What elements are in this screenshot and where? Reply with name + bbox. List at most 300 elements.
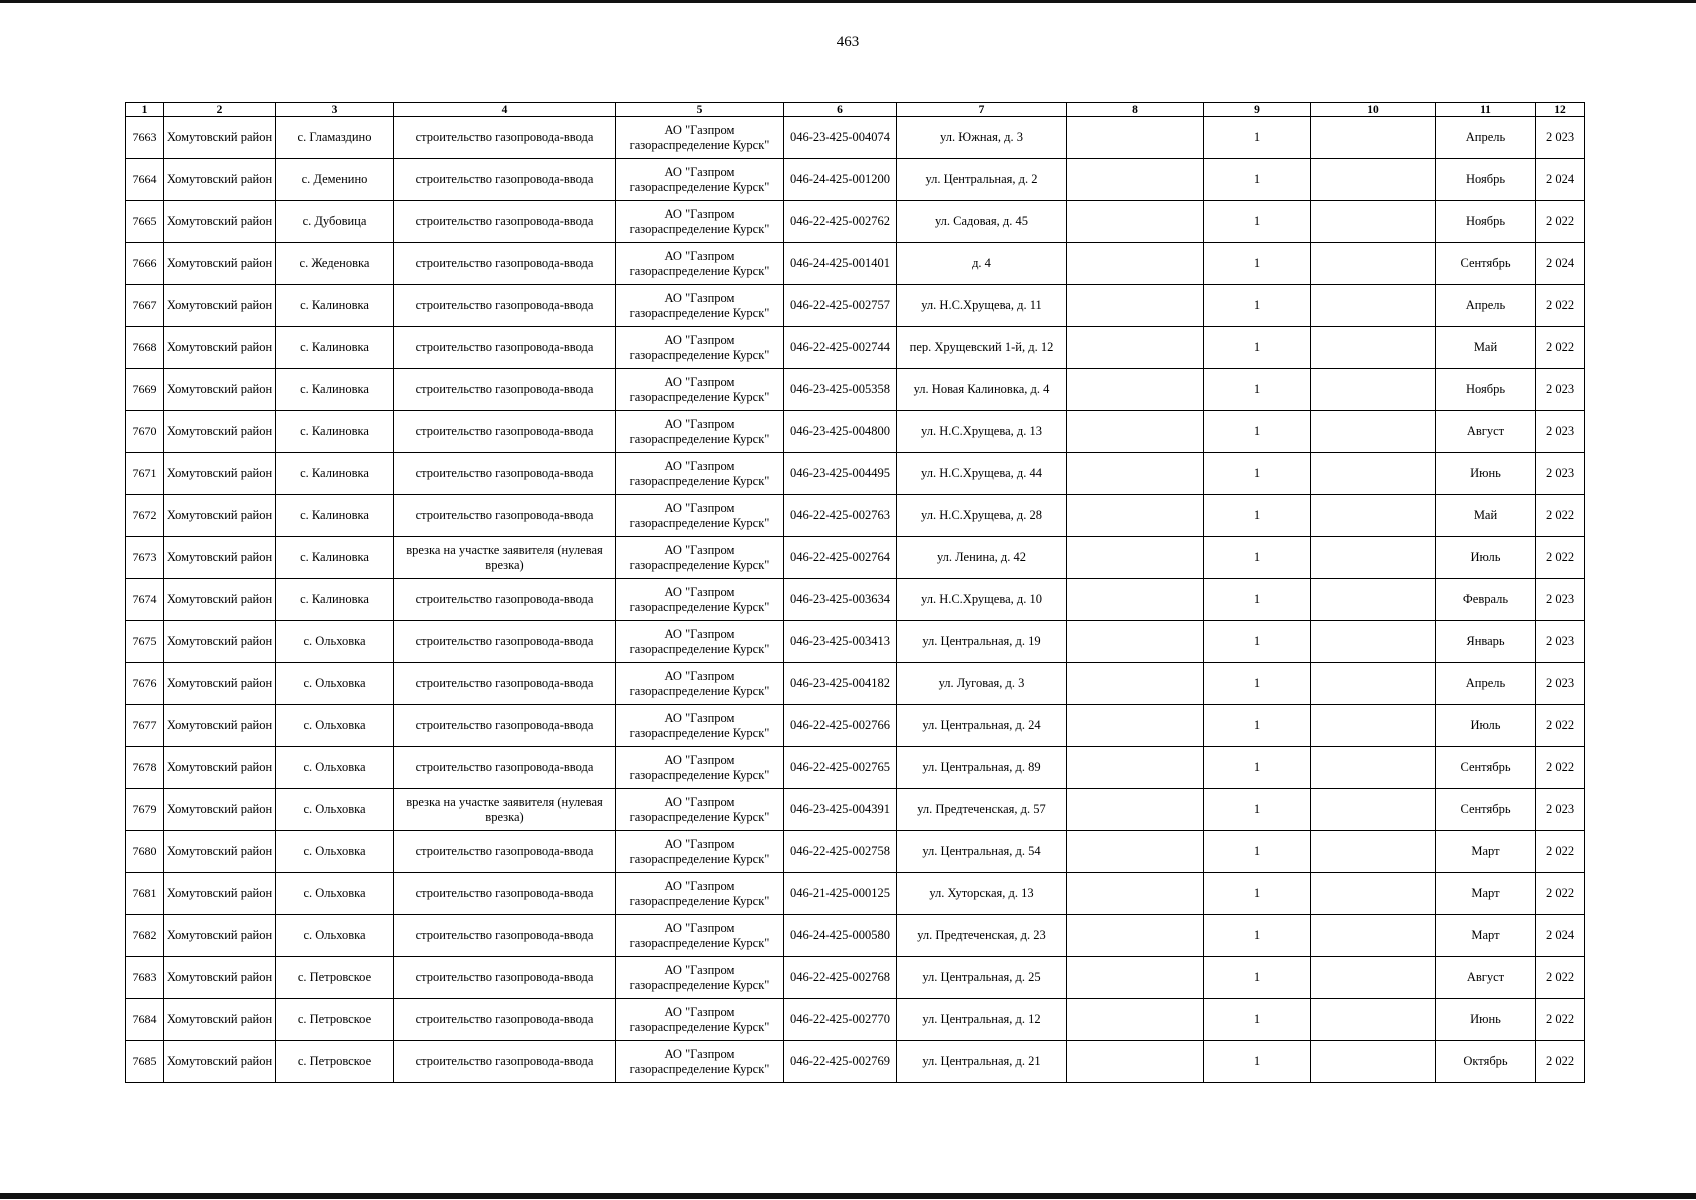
village-cell: с. Петровское xyxy=(276,1041,394,1083)
village-cell: с. Петровское xyxy=(276,999,394,1041)
address-cell: ул. Н.С.Хрущева, д. 10 xyxy=(897,579,1067,621)
year-cell: 2 022 xyxy=(1536,1041,1585,1083)
col10-cell xyxy=(1311,663,1436,705)
row-number: 7672 xyxy=(126,495,164,537)
col8-cell xyxy=(1067,579,1204,621)
year-cell: 2 022 xyxy=(1536,999,1585,1041)
quantity-cell: 1 xyxy=(1204,957,1311,999)
work-type-cell: строительство газопровода-ввода xyxy=(394,747,616,789)
quantity-cell: 1 xyxy=(1204,159,1311,201)
col10-cell xyxy=(1311,705,1436,747)
village-cell: с. Калиновка xyxy=(276,411,394,453)
month-cell: Сентябрь xyxy=(1436,747,1536,789)
quantity-cell: 1 xyxy=(1204,831,1311,873)
quantity-cell: 1 xyxy=(1204,663,1311,705)
district-cell: Хомутовский район xyxy=(164,411,276,453)
quantity-cell: 1 xyxy=(1204,285,1311,327)
work-type-cell: строительство газопровода-ввода xyxy=(394,369,616,411)
table-row xyxy=(126,873,1585,915)
year-cell: 2 022 xyxy=(1536,747,1585,789)
work-type-cell: строительство газопровода-ввода xyxy=(394,327,616,369)
address-cell: ул. Луговая, д. 3 xyxy=(897,663,1067,705)
district-cell: Хомутовский район xyxy=(164,663,276,705)
month-cell: Август xyxy=(1436,957,1536,999)
table-row xyxy=(126,453,1585,495)
address-cell: ул. Садовая, д. 45 xyxy=(897,201,1067,243)
organization-cell: АО "Газпром газораспределение Курск" xyxy=(616,285,784,327)
row-number: 7670 xyxy=(126,411,164,453)
organization-cell: АО "Газпром газораспределение Курск" xyxy=(616,957,784,999)
organization-cell: АО "Газпром газораспределение Курск" xyxy=(616,411,784,453)
row-number: 7664 xyxy=(126,159,164,201)
work-type-cell: строительство газопровода-ввода xyxy=(394,243,616,285)
col10-cell xyxy=(1311,747,1436,789)
quantity-cell: 1 xyxy=(1204,621,1311,663)
application-code-cell: 046-24-425-001200 xyxy=(784,159,897,201)
table-row xyxy=(126,831,1585,873)
col-header: 12 xyxy=(1536,103,1585,117)
application-code-cell: 046-23-425-004391 xyxy=(784,789,897,831)
organization-cell: АО "Газпром газораспределение Курск" xyxy=(616,369,784,411)
district-cell: Хомутовский район xyxy=(164,369,276,411)
application-code-cell: 046-22-425-002768 xyxy=(784,957,897,999)
village-cell: с. Калиновка xyxy=(276,495,394,537)
row-number: 7683 xyxy=(126,957,164,999)
district-cell: Хомутовский район xyxy=(164,705,276,747)
col10-cell xyxy=(1311,201,1436,243)
district-cell: Хомутовский район xyxy=(164,201,276,243)
col10-cell xyxy=(1311,537,1436,579)
application-code-cell: 046-23-425-005358 xyxy=(784,369,897,411)
village-cell: с. Калиновка xyxy=(276,579,394,621)
district-cell: Хомутовский район xyxy=(164,117,276,159)
quantity-cell: 1 xyxy=(1204,747,1311,789)
col10-cell xyxy=(1311,621,1436,663)
col-header: 4 xyxy=(394,103,616,117)
table-row xyxy=(126,1041,1585,1083)
work-type-cell: строительство газопровода-ввода xyxy=(394,411,616,453)
district-cell: Хомутовский район xyxy=(164,873,276,915)
application-code-cell: 046-22-425-002763 xyxy=(784,495,897,537)
month-cell: Ноябрь xyxy=(1436,159,1536,201)
village-cell: с. Ольховка xyxy=(276,915,394,957)
col-header: 3 xyxy=(276,103,394,117)
row-number: 7684 xyxy=(126,999,164,1041)
row-number: 7681 xyxy=(126,873,164,915)
year-cell: 2 023 xyxy=(1536,579,1585,621)
table-row xyxy=(126,327,1585,369)
organization-cell: АО "Газпром газораспределение Курск" xyxy=(616,705,784,747)
organization-cell: АО "Газпром газораспределение Курск" xyxy=(616,915,784,957)
quantity-cell: 1 xyxy=(1204,705,1311,747)
scan-bottom-edge xyxy=(0,1193,1696,1199)
work-type-cell: строительство газопровода-ввода xyxy=(394,579,616,621)
row-number: 7685 xyxy=(126,1041,164,1083)
month-cell: Август xyxy=(1436,411,1536,453)
row-number: 7668 xyxy=(126,327,164,369)
table-row xyxy=(126,789,1585,831)
district-cell: Хомутовский район xyxy=(164,243,276,285)
table-row xyxy=(126,411,1585,453)
table-row xyxy=(126,201,1585,243)
col10-cell xyxy=(1311,873,1436,915)
month-cell: Октябрь xyxy=(1436,1041,1536,1083)
quantity-cell: 1 xyxy=(1204,579,1311,621)
month-cell: Апрель xyxy=(1436,663,1536,705)
col-header: 1 xyxy=(126,103,164,117)
month-cell: Январь xyxy=(1436,621,1536,663)
row-number: 7682 xyxy=(126,915,164,957)
col-header: 8 xyxy=(1067,103,1204,117)
address-cell: ул. Предтеченская, д. 57 xyxy=(897,789,1067,831)
application-code-cell: 046-22-425-002757 xyxy=(784,285,897,327)
application-code-cell: 046-22-425-002765 xyxy=(784,747,897,789)
village-cell: с. Калиновка xyxy=(276,453,394,495)
month-cell: Май xyxy=(1436,495,1536,537)
work-type-cell: строительство газопровода-ввода xyxy=(394,453,616,495)
district-cell: Хомутовский район xyxy=(164,621,276,663)
district-cell: Хомутовский район xyxy=(164,327,276,369)
village-cell: с. Калиновка xyxy=(276,327,394,369)
district-cell: Хомутовский район xyxy=(164,957,276,999)
village-cell: с. Ольховка xyxy=(276,747,394,789)
table-row xyxy=(126,621,1585,663)
row-number: 7678 xyxy=(126,747,164,789)
scan-top-edge xyxy=(0,0,1696,3)
month-cell: Июль xyxy=(1436,537,1536,579)
organization-cell: АО "Газпром газораспределение Курск" xyxy=(616,789,784,831)
address-cell: ул. Н.С.Хрущева, д. 44 xyxy=(897,453,1067,495)
month-cell: Апрель xyxy=(1436,285,1536,327)
village-cell: с. Гламаздино xyxy=(276,117,394,159)
col-header: 11 xyxy=(1436,103,1536,117)
application-code-cell: 046-22-425-002766 xyxy=(784,705,897,747)
col8-cell xyxy=(1067,327,1204,369)
organization-cell: АО "Газпром газораспределение Курск" xyxy=(616,453,784,495)
col8-cell xyxy=(1067,411,1204,453)
table-row xyxy=(126,117,1585,159)
year-cell: 2 022 xyxy=(1536,873,1585,915)
application-code-cell: 046-23-425-003634 xyxy=(784,579,897,621)
organization-cell: АО "Газпром газораспределение Курск" xyxy=(616,159,784,201)
address-cell: ул. Центральная, д. 54 xyxy=(897,831,1067,873)
quantity-cell: 1 xyxy=(1204,537,1311,579)
village-cell: с. Ольховка xyxy=(276,621,394,663)
address-cell: ул. Центральная, д. 89 xyxy=(897,747,1067,789)
table-row xyxy=(126,747,1585,789)
table-row xyxy=(126,243,1585,285)
work-type-cell: строительство газопровода-ввода xyxy=(394,285,616,327)
year-cell: 2 022 xyxy=(1536,831,1585,873)
address-cell: ул. Н.С.Хрущева, д. 13 xyxy=(897,411,1067,453)
quantity-cell: 1 xyxy=(1204,1041,1311,1083)
quantity-cell: 1 xyxy=(1204,789,1311,831)
address-cell: пер. Хрущевский 1-й, д. 12 xyxy=(897,327,1067,369)
village-cell: с. Ольховка xyxy=(276,831,394,873)
year-cell: 2 022 xyxy=(1536,495,1585,537)
month-cell: Июль xyxy=(1436,705,1536,747)
work-type-cell: строительство газопровода-ввода xyxy=(394,915,616,957)
table-row xyxy=(126,537,1585,579)
col10-cell xyxy=(1311,453,1436,495)
register-rows xyxy=(126,117,1585,1083)
column-number-header xyxy=(126,103,1585,117)
col8-cell xyxy=(1067,285,1204,327)
year-cell: 2 024 xyxy=(1536,243,1585,285)
application-code-cell: 046-23-425-004074 xyxy=(784,117,897,159)
col8-cell xyxy=(1067,915,1204,957)
address-cell: ул. Н.С.Хрущева, д. 28 xyxy=(897,495,1067,537)
organization-cell: АО "Газпром газораспределение Курск" xyxy=(616,831,784,873)
district-cell: Хомутовский район xyxy=(164,789,276,831)
col10-cell xyxy=(1311,579,1436,621)
col10-cell xyxy=(1311,999,1436,1041)
col10-cell xyxy=(1311,369,1436,411)
table-row xyxy=(126,999,1585,1041)
month-cell: Сентябрь xyxy=(1436,243,1536,285)
work-type-cell: строительство газопровода-ввода xyxy=(394,957,616,999)
year-cell: 2 022 xyxy=(1536,327,1585,369)
register-table xyxy=(125,102,1585,1083)
col8-cell xyxy=(1067,663,1204,705)
col-header: 7 xyxy=(897,103,1067,117)
organization-cell: АО "Газпром газораспределение Курск" xyxy=(616,1041,784,1083)
month-cell: Февраль xyxy=(1436,579,1536,621)
organization-cell: АО "Газпром газораспределение Курск" xyxy=(616,747,784,789)
organization-cell: АО "Газпром газораспределение Курск" xyxy=(616,327,784,369)
row-number: 7666 xyxy=(126,243,164,285)
organization-cell: АО "Газпром газораспределение Курск" xyxy=(616,579,784,621)
col-header: 9 xyxy=(1204,103,1311,117)
row-number: 7676 xyxy=(126,663,164,705)
col10-cell xyxy=(1311,495,1436,537)
work-type-cell: строительство газопровода-ввода xyxy=(394,1041,616,1083)
district-cell: Хомутовский район xyxy=(164,579,276,621)
address-cell: ул. Центральная, д. 19 xyxy=(897,621,1067,663)
row-number: 7665 xyxy=(126,201,164,243)
organization-cell: АО "Газпром газораспределение Курск" xyxy=(616,663,784,705)
col-header: 6 xyxy=(784,103,897,117)
year-cell: 2 022 xyxy=(1536,705,1585,747)
quantity-cell: 1 xyxy=(1204,411,1311,453)
work-type-cell: строительство газопровода-ввода xyxy=(394,705,616,747)
row-number: 7663 xyxy=(126,117,164,159)
application-code-cell: 046-22-425-002762 xyxy=(784,201,897,243)
organization-cell: АО "Газпром газораспределение Курск" xyxy=(616,999,784,1041)
application-code-cell: 046-23-425-003413 xyxy=(784,621,897,663)
quantity-cell: 1 xyxy=(1204,327,1311,369)
row-number: 7675 xyxy=(126,621,164,663)
table-row xyxy=(126,705,1585,747)
col8-cell xyxy=(1067,537,1204,579)
year-cell: 2 023 xyxy=(1536,453,1585,495)
address-cell: ул. Ленина, д. 42 xyxy=(897,537,1067,579)
address-cell: ул. Центральная, д. 2 xyxy=(897,159,1067,201)
application-code-cell: 046-24-425-000580 xyxy=(784,915,897,957)
work-type-cell: строительство газопровода-ввода xyxy=(394,621,616,663)
village-cell: с. Ольховка xyxy=(276,705,394,747)
month-cell: Ноябрь xyxy=(1436,201,1536,243)
page-number: 463 xyxy=(836,34,860,50)
year-cell: 2 023 xyxy=(1536,663,1585,705)
quantity-cell: 1 xyxy=(1204,999,1311,1041)
village-cell: с. Ольховка xyxy=(276,873,394,915)
address-cell: ул. Предтеченская, д. 23 xyxy=(897,915,1067,957)
organization-cell: АО "Газпром газораспределение Курск" xyxy=(616,537,784,579)
village-cell: с. Калиновка xyxy=(276,285,394,327)
address-cell: ул. Центральная, д. 25 xyxy=(897,957,1067,999)
application-code-cell: 046-22-425-002744 xyxy=(784,327,897,369)
village-cell: с. Деменино xyxy=(276,159,394,201)
address-cell: ул. Центральная, д. 12 xyxy=(897,999,1067,1041)
quantity-cell: 1 xyxy=(1204,369,1311,411)
organization-cell: АО "Газпром газораспределение Курск" xyxy=(616,117,784,159)
year-cell: 2 024 xyxy=(1536,915,1585,957)
year-cell: 2 022 xyxy=(1536,537,1585,579)
col8-cell xyxy=(1067,705,1204,747)
row-number: 7680 xyxy=(126,831,164,873)
row-number: 7671 xyxy=(126,453,164,495)
col8-cell xyxy=(1067,621,1204,663)
col8-cell xyxy=(1067,873,1204,915)
table-row xyxy=(126,285,1585,327)
table-row xyxy=(126,159,1585,201)
table-row xyxy=(126,579,1585,621)
month-cell: Март xyxy=(1436,915,1536,957)
col-header: 2 xyxy=(164,103,276,117)
organization-cell: АО "Газпром газораспределение Курск" xyxy=(616,243,784,285)
col8-cell xyxy=(1067,369,1204,411)
application-code-cell: 046-22-425-002769 xyxy=(784,1041,897,1083)
village-cell: с. Ольховка xyxy=(276,663,394,705)
month-cell: Апрель xyxy=(1436,117,1536,159)
quantity-cell: 1 xyxy=(1204,453,1311,495)
district-cell: Хомутовский район xyxy=(164,747,276,789)
application-code-cell: 046-22-425-002770 xyxy=(784,999,897,1041)
col-header: 5 xyxy=(616,103,784,117)
village-cell: с. Жеденовка xyxy=(276,243,394,285)
col10-cell xyxy=(1311,159,1436,201)
district-cell: Хомутовский район xyxy=(164,915,276,957)
address-cell: ул. Н.С.Хрущева, д. 11 xyxy=(897,285,1067,327)
application-code-cell: 046-23-425-004800 xyxy=(784,411,897,453)
application-code-cell: 046-21-425-000125 xyxy=(784,873,897,915)
month-cell: Март xyxy=(1436,873,1536,915)
row-number: 7679 xyxy=(126,789,164,831)
col8-cell xyxy=(1067,747,1204,789)
col10-cell xyxy=(1311,411,1436,453)
district-cell: Хомутовский район xyxy=(164,537,276,579)
quantity-cell: 1 xyxy=(1204,915,1311,957)
year-cell: 2 023 xyxy=(1536,117,1585,159)
application-code-cell: 046-24-425-001401 xyxy=(784,243,897,285)
col10-cell xyxy=(1311,243,1436,285)
col8-cell xyxy=(1067,201,1204,243)
col8-cell xyxy=(1067,495,1204,537)
table-row xyxy=(126,915,1585,957)
district-cell: Хомутовский район xyxy=(164,999,276,1041)
year-cell: 2 023 xyxy=(1536,621,1585,663)
row-number: 7677 xyxy=(126,705,164,747)
col8-cell xyxy=(1067,789,1204,831)
month-cell: Ноябрь xyxy=(1436,369,1536,411)
col8-cell xyxy=(1067,1041,1204,1083)
work-type-cell: строительство газопровода-ввода xyxy=(394,201,616,243)
col10-cell xyxy=(1311,915,1436,957)
application-code-cell: 046-22-425-002764 xyxy=(784,537,897,579)
month-cell: Май xyxy=(1436,327,1536,369)
col10-cell xyxy=(1311,789,1436,831)
work-type-cell: строительство газопровода-ввода xyxy=(394,495,616,537)
organization-cell: АО "Газпром газораспределение Курск" xyxy=(616,873,784,915)
table-row xyxy=(126,495,1585,537)
col8-cell xyxy=(1067,453,1204,495)
year-cell: 2 022 xyxy=(1536,957,1585,999)
year-cell: 2 023 xyxy=(1536,789,1585,831)
address-cell: ул. Новая Калиновка, д. 4 xyxy=(897,369,1067,411)
address-cell: д. 4 xyxy=(897,243,1067,285)
village-cell: с. Петровское xyxy=(276,957,394,999)
quantity-cell: 1 xyxy=(1204,873,1311,915)
month-cell: Март xyxy=(1436,831,1536,873)
year-cell: 2 024 xyxy=(1536,159,1585,201)
year-cell: 2 022 xyxy=(1536,201,1585,243)
col10-cell xyxy=(1311,327,1436,369)
application-code-cell: 046-23-425-004182 xyxy=(784,663,897,705)
district-cell: Хомутовский район xyxy=(164,285,276,327)
work-type-cell: строительство газопровода-ввода xyxy=(394,663,616,705)
address-cell: ул. Центральная, д. 24 xyxy=(897,705,1067,747)
col10-cell xyxy=(1311,285,1436,327)
row-number: 7673 xyxy=(126,537,164,579)
village-cell: с. Калиновка xyxy=(276,537,394,579)
organization-cell: АО "Газпром газораспределение Курск" xyxy=(616,201,784,243)
application-code-cell: 046-22-425-002758 xyxy=(784,831,897,873)
month-cell: Июнь xyxy=(1436,453,1536,495)
district-cell: Хомутовский район xyxy=(164,159,276,201)
quantity-cell: 1 xyxy=(1204,243,1311,285)
village-cell: с. Дубовица xyxy=(276,201,394,243)
quantity-cell: 1 xyxy=(1204,201,1311,243)
organization-cell: АО "Газпром газораспределение Курск" xyxy=(616,621,784,663)
col8-cell xyxy=(1067,831,1204,873)
col10-cell xyxy=(1311,1041,1436,1083)
district-cell: Хомутовский район xyxy=(164,453,276,495)
work-type-cell: врезка на участке заявителя (нулевая врезка) xyxy=(394,537,616,579)
work-type-cell: строительство газопровода-ввода xyxy=(394,873,616,915)
quantity-cell: 1 xyxy=(1204,117,1311,159)
district-cell: Хомутовский район xyxy=(164,1041,276,1083)
col8-cell xyxy=(1067,117,1204,159)
table-row xyxy=(126,957,1585,999)
col-header: 10 xyxy=(1311,103,1436,117)
work-type-cell: строительство газопровода-ввода xyxy=(394,117,616,159)
table-row xyxy=(126,663,1585,705)
row-number: 7674 xyxy=(126,579,164,621)
table-row xyxy=(126,369,1585,411)
row-number: 7667 xyxy=(126,285,164,327)
organization-cell: АО "Газпром газораспределение Курск" xyxy=(616,495,784,537)
district-cell: Хомутовский район xyxy=(164,495,276,537)
col8-cell xyxy=(1067,957,1204,999)
village-cell: с. Ольховка xyxy=(276,789,394,831)
address-cell: ул. Южная, д. 3 xyxy=(897,117,1067,159)
address-cell: ул. Хуторская, д. 13 xyxy=(897,873,1067,915)
col10-cell xyxy=(1311,117,1436,159)
col10-cell xyxy=(1311,957,1436,999)
address-cell: ул. Центральная, д. 21 xyxy=(897,1041,1067,1083)
village-cell: с. Калиновка xyxy=(276,369,394,411)
